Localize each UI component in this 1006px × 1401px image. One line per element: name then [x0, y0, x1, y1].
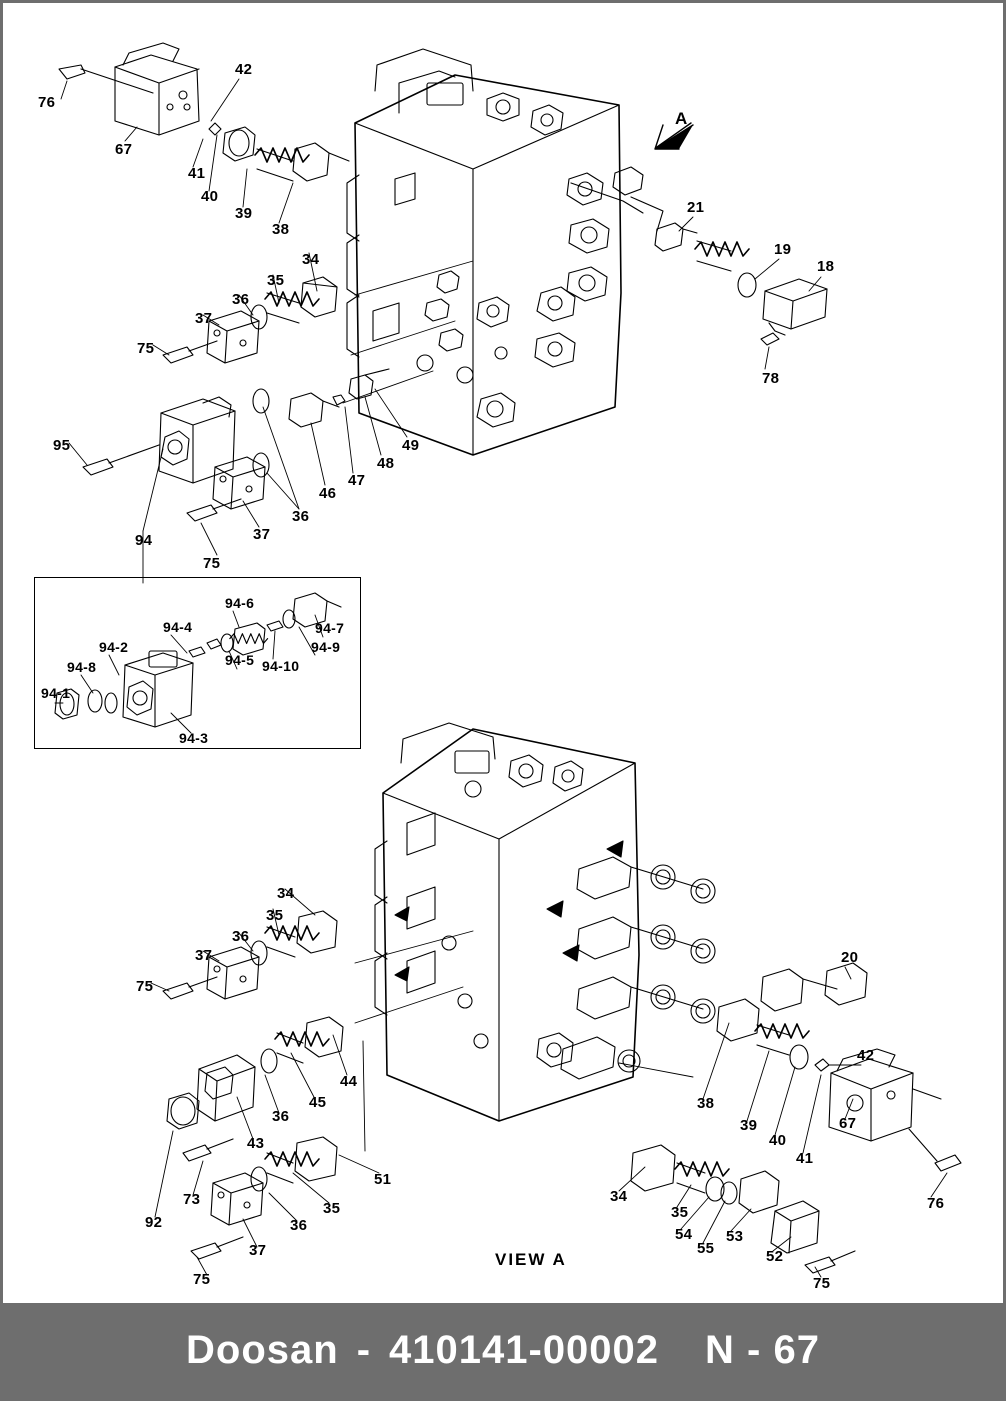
callout-73: 73: [183, 1191, 201, 1208]
callout-35-lower-2: 35: [323, 1200, 341, 1217]
callout-94-4: 94-4: [163, 619, 193, 635]
callout-41: 41: [188, 165, 206, 182]
callout-47: 47: [348, 472, 366, 489]
callout-35-lower-1: 35: [266, 907, 284, 924]
callout-20: 20: [841, 949, 859, 966]
callout-51: 51: [374, 1171, 392, 1188]
lower-leader-lines: [151, 889, 947, 1277]
footer-separator: -: [356, 1328, 372, 1372]
callout-76-lower: 76: [927, 1195, 945, 1212]
callout-52: 52: [766, 1248, 784, 1265]
callout-94-7: 94-7: [315, 620, 345, 636]
upper-leader-lines: [61, 79, 821, 583]
callout-19: 19: [774, 241, 792, 258]
callout-34-lower-2: 34: [610, 1188, 628, 1205]
lower-right-cartridge-stack: [631, 1145, 855, 1273]
section-arrow-label: A: [675, 109, 688, 128]
lower-relief-cartridge-1: [163, 911, 337, 999]
callout-49: 49: [402, 437, 420, 454]
callout-38: 38: [272, 221, 290, 238]
view-a-label: VIEW A: [495, 1250, 567, 1269]
callout-35-lower-3: 35: [671, 1204, 689, 1221]
lower-right-pilot-assembly: [717, 963, 961, 1171]
callout-36-lower-3: 36: [290, 1217, 308, 1234]
callout-75-lower-1: 75: [136, 978, 154, 995]
callout-95: 95: [53, 437, 71, 454]
callout-40: 40: [201, 188, 219, 205]
callout-37-lower-1: 37: [195, 947, 213, 964]
callout-36-lower-2: 36: [272, 1108, 290, 1125]
callout-37-lower-2: 37: [249, 1242, 267, 1259]
callout-21: 21: [687, 199, 705, 216]
part-number: 410141-00002: [389, 1328, 660, 1372]
callout-94-6: 94-6: [225, 595, 255, 611]
lower-relief-cartridge-3: [191, 1137, 337, 1259]
callout-75-lower-3: 75: [813, 1275, 831, 1292]
callout-54: 54: [675, 1226, 693, 1243]
callout-94-2: 94-2: [99, 639, 129, 655]
callout-44: 44: [340, 1073, 358, 1090]
brand-name: Doosan: [186, 1328, 339, 1372]
callout-38-lower: 38: [697, 1095, 715, 1112]
lower-control-valve-body: [375, 723, 715, 1121]
callout-45: 45: [309, 1094, 327, 1111]
callout-34-lower-1: 34: [277, 885, 295, 902]
callout-46: 46: [319, 485, 337, 502]
callout-18: 18: [817, 258, 835, 275]
page-code: N - 67: [705, 1328, 820, 1372]
upper-left-pilot-assembly: [59, 43, 349, 181]
callout-92: 92: [145, 1214, 163, 1231]
callout-39: 39: [235, 205, 253, 222]
callout-94-5: 94-5: [225, 652, 255, 668]
callout-42-lower: 42: [857, 1047, 875, 1064]
callout-94-3: 94-3: [179, 730, 209, 746]
callout-76: 76: [38, 94, 56, 111]
callout-37-b: 37: [253, 526, 271, 543]
callout-48: 48: [377, 455, 395, 472]
callout-94-1: 94-1: [41, 685, 71, 701]
upper-left-valve-94: [83, 369, 389, 521]
callout-94-8: 94-8: [67, 659, 97, 675]
upper-right-spool-assembly: [631, 197, 827, 345]
callout-36-b: 36: [292, 508, 310, 525]
upper-relief-cartridge-1: [163, 277, 337, 363]
callout-40-lower: 40: [769, 1132, 787, 1149]
callout-34: 34: [302, 251, 320, 268]
callout-53: 53: [726, 1228, 744, 1245]
callout-67: 67: [115, 141, 133, 158]
callout-94-9: 94-9: [311, 639, 341, 655]
callout-94-10: 94-10: [262, 658, 300, 674]
callout-37: 37: [195, 310, 213, 327]
callout-36-lower-1: 36: [232, 928, 250, 945]
callout-75-lower-2: 75: [193, 1271, 211, 1288]
callout-75-b: 75: [203, 555, 221, 572]
upper-control-valve-body: [347, 49, 643, 455]
section-arrow-A: [655, 123, 693, 149]
callout-75: 75: [137, 340, 155, 357]
callout-35: 35: [267, 272, 285, 289]
callout-78: 78: [762, 370, 780, 387]
callout-94: 94: [135, 532, 153, 549]
diagram-area: [3, 3, 1003, 1303]
callout-41-lower: 41: [796, 1150, 814, 1167]
callout-36: 36: [232, 291, 250, 308]
callout-43: 43: [247, 1135, 265, 1152]
callout-42: 42: [235, 61, 253, 78]
callout-39-lower: 39: [740, 1117, 758, 1134]
callout-55: 55: [697, 1240, 715, 1257]
callout-67-lower: 67: [839, 1115, 857, 1132]
footer-bar: [3, 1303, 1003, 1398]
